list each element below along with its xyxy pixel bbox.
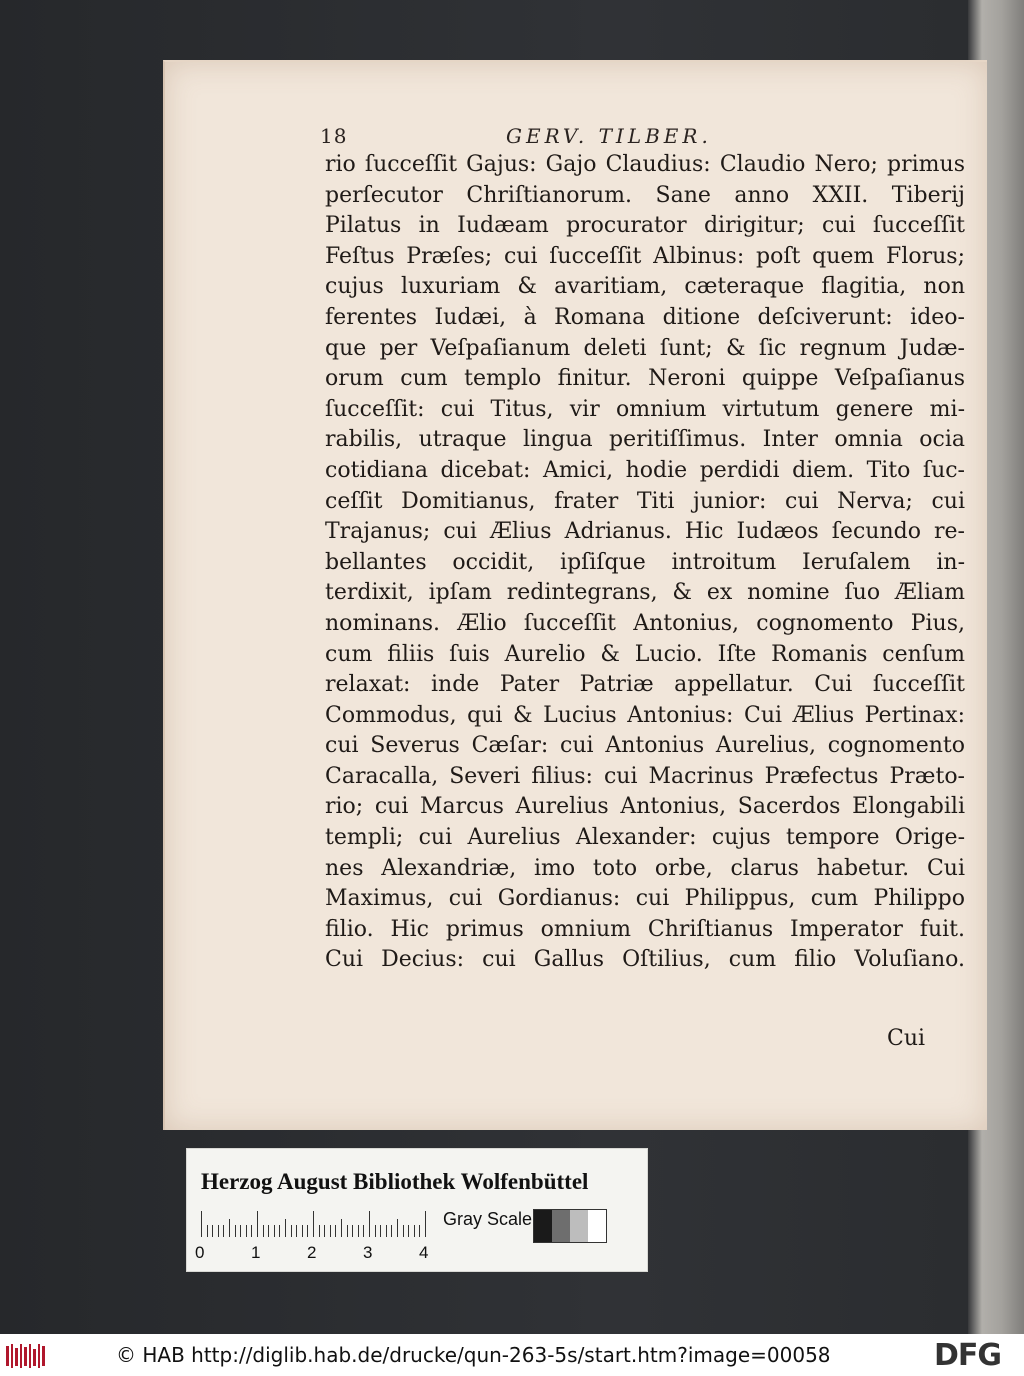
ruler-tick [268, 1225, 269, 1237]
ruler-tick [380, 1225, 381, 1237]
measurement-ruler [201, 1211, 433, 1237]
ruler-tick [347, 1225, 348, 1237]
dfg-logo: DFG [934, 1338, 1002, 1373]
ruler-tick [313, 1211, 314, 1237]
ruler-tick [419, 1225, 420, 1237]
ruler-tick [218, 1225, 219, 1237]
ruler-tick [274, 1225, 275, 1237]
text-line: rio; cui Marcus Aurelius Antonius, Sacerdos Elongabili [325, 794, 965, 820]
ruler-tick [324, 1225, 325, 1237]
ruler-tick [223, 1225, 224, 1237]
library-name: Herzog August Bibliothek Wolfenbüttel [201, 1169, 589, 1194]
text-line: terdixit, ipſam redintegrans, & ex nomine ſuo Æliam [325, 580, 965, 606]
text-line: Feſtus Præſes; cui ſucceſſit Albinus: poſt quem Florus; [325, 243, 965, 269]
ruler-tick [229, 1219, 230, 1237]
text-line: ſucceſſit: cui Titus, vir omnium virtutum genere mi- [325, 396, 965, 422]
running-head: GERV. TILBER. [506, 124, 712, 148]
ruler-tick [212, 1225, 213, 1237]
text-line: nes Alexandriæ, imo toto orbe, clarus habetur. Cui [325, 855, 965, 881]
ruler-tick [363, 1225, 364, 1237]
viewer-footer [0, 1334, 1024, 1376]
ruler-tick [235, 1225, 236, 1237]
page-number: 18 [320, 124, 348, 148]
ruler-number: 2 [307, 1243, 317, 1262]
ruler-tick [263, 1225, 264, 1237]
ruler-tick [341, 1219, 342, 1237]
ruler-tick [414, 1225, 415, 1237]
ruler-tick [408, 1225, 409, 1237]
ruler-tick [330, 1225, 331, 1237]
ruler-tick [291, 1225, 292, 1237]
page-header [320, 124, 760, 150]
catchword: Cui [887, 1026, 926, 1051]
text-line: nominans. Ælio ſucceſſit Antonius, cognomento Pius, [325, 610, 965, 636]
text-line: Trajanus; cui Ælius Adrianus. Hic Iudæos ſecundo re- [325, 519, 965, 545]
text-line: cujus luxuriam & avaritiam, cæteraque flagitia, non [325, 274, 965, 300]
ruler-tick [201, 1211, 202, 1237]
text-line: rabilis, utraque lingua peritiſſimus. Inter omnia ocia [325, 427, 965, 453]
ruler-tick [319, 1225, 320, 1237]
ruler-tick [397, 1219, 398, 1237]
ruler-tick [207, 1225, 208, 1237]
text-line: ceſſit Domitianus, frater Titi junior: cui Nerva; cui [325, 488, 965, 514]
book-page [163, 60, 987, 1130]
text-line: Pilatus in Iudæam procurator dirigitur; cui ſucceſſit [325, 213, 965, 239]
gray-swatch [570, 1210, 588, 1242]
text-line: rio ſucceſſit Gajus: Gajo Claudius: Claudio Nero; primus [325, 152, 965, 177]
text-line: filio. Hic primus omnium Chriſtianus Imperator fuit. [325, 916, 965, 942]
gray-scale-label: Gray Scale [443, 1209, 533, 1229]
ruler-tick [386, 1225, 387, 1237]
ruler-tick [403, 1225, 404, 1237]
ruler-tick [246, 1225, 247, 1237]
ruler-numbers [195, 1243, 435, 1265]
text-line: ferentes Iudæi, à Romana ditione deſciverunt: ideo- [325, 304, 965, 330]
ruler-tick [257, 1211, 258, 1237]
ruler-tick [369, 1211, 370, 1237]
ruler-tick [296, 1225, 297, 1237]
ruler-tick [358, 1225, 359, 1237]
ruler-tick [285, 1219, 286, 1237]
text-line: bellantes occidit, ipſiſque introitum Ieruſalem in- [325, 549, 965, 575]
ruler-tick [240, 1225, 241, 1237]
ruler-tick [251, 1225, 252, 1237]
gray-swatch [588, 1210, 606, 1242]
ruler-tick [279, 1225, 280, 1237]
text-line: Cui Decius: cui Gallus Oſtilius, cum filio Voluſiano. [325, 947, 965, 973]
library-label-card [186, 1148, 648, 1272]
copyright-url: © HAB http://diglib.hab.de/drucke/qun-263-5s/start.htm?image=00058 [116, 1343, 831, 1367]
text-line: cui Severus Cæſar: cui Antonius Aurelius, cognomento [325, 733, 965, 759]
gray-swatch [552, 1210, 570, 1242]
hab-barcode-logo-icon [6, 1344, 48, 1368]
ruler-number: 0 [195, 1243, 205, 1262]
body-text [325, 150, 965, 976]
text-line: Caracalla, Severi filius: cui Macrinus Præfectus Præto- [325, 763, 965, 789]
ruler-tick [375, 1225, 376, 1237]
ruler-number: 1 [251, 1243, 261, 1262]
text-line: que per Veſpaſianum deleti ſunt; & ſic regnum Judæ- [325, 335, 965, 361]
ruler-tick [425, 1211, 426, 1237]
text-line: orum cum templo finitur. Neroni quippe Veſpaſianus [325, 366, 965, 392]
gray-scale-swatches [533, 1209, 607, 1243]
text-line: cotidiana dicebat: Amici, hodie perdidi diem. Tito ſuc- [325, 457, 965, 483]
text-line: cum filiis ſuis Aurelio & Lucio. Iſte Romanis cenſum [325, 641, 965, 667]
ruler-tick [302, 1225, 303, 1237]
text-line: Maximus, cui Gordianus: cui Philippus, cum Philippo [325, 886, 965, 912]
ruler-tick [352, 1225, 353, 1237]
ruler-tick [307, 1225, 308, 1237]
text-line: templi; cui Aurelius Alexander: cujus tempore Orige- [325, 825, 965, 851]
ruler-number: 3 [363, 1243, 373, 1262]
text-line: Commodus, qui & Lucius Antonius: Cui Ælius Pertinax: [325, 702, 965, 728]
ruler-tick [335, 1225, 336, 1237]
ruler-number: 4 [419, 1243, 429, 1262]
text-line: relaxat: inde Pater Patriæ appellatur. Cui ſucceſſit [325, 672, 965, 698]
ruler-tick [391, 1225, 392, 1237]
gray-swatch [534, 1210, 552, 1242]
text-line: perſecutor Chriſtianorum. Sane anno XXII. Tiberij [325, 182, 965, 208]
